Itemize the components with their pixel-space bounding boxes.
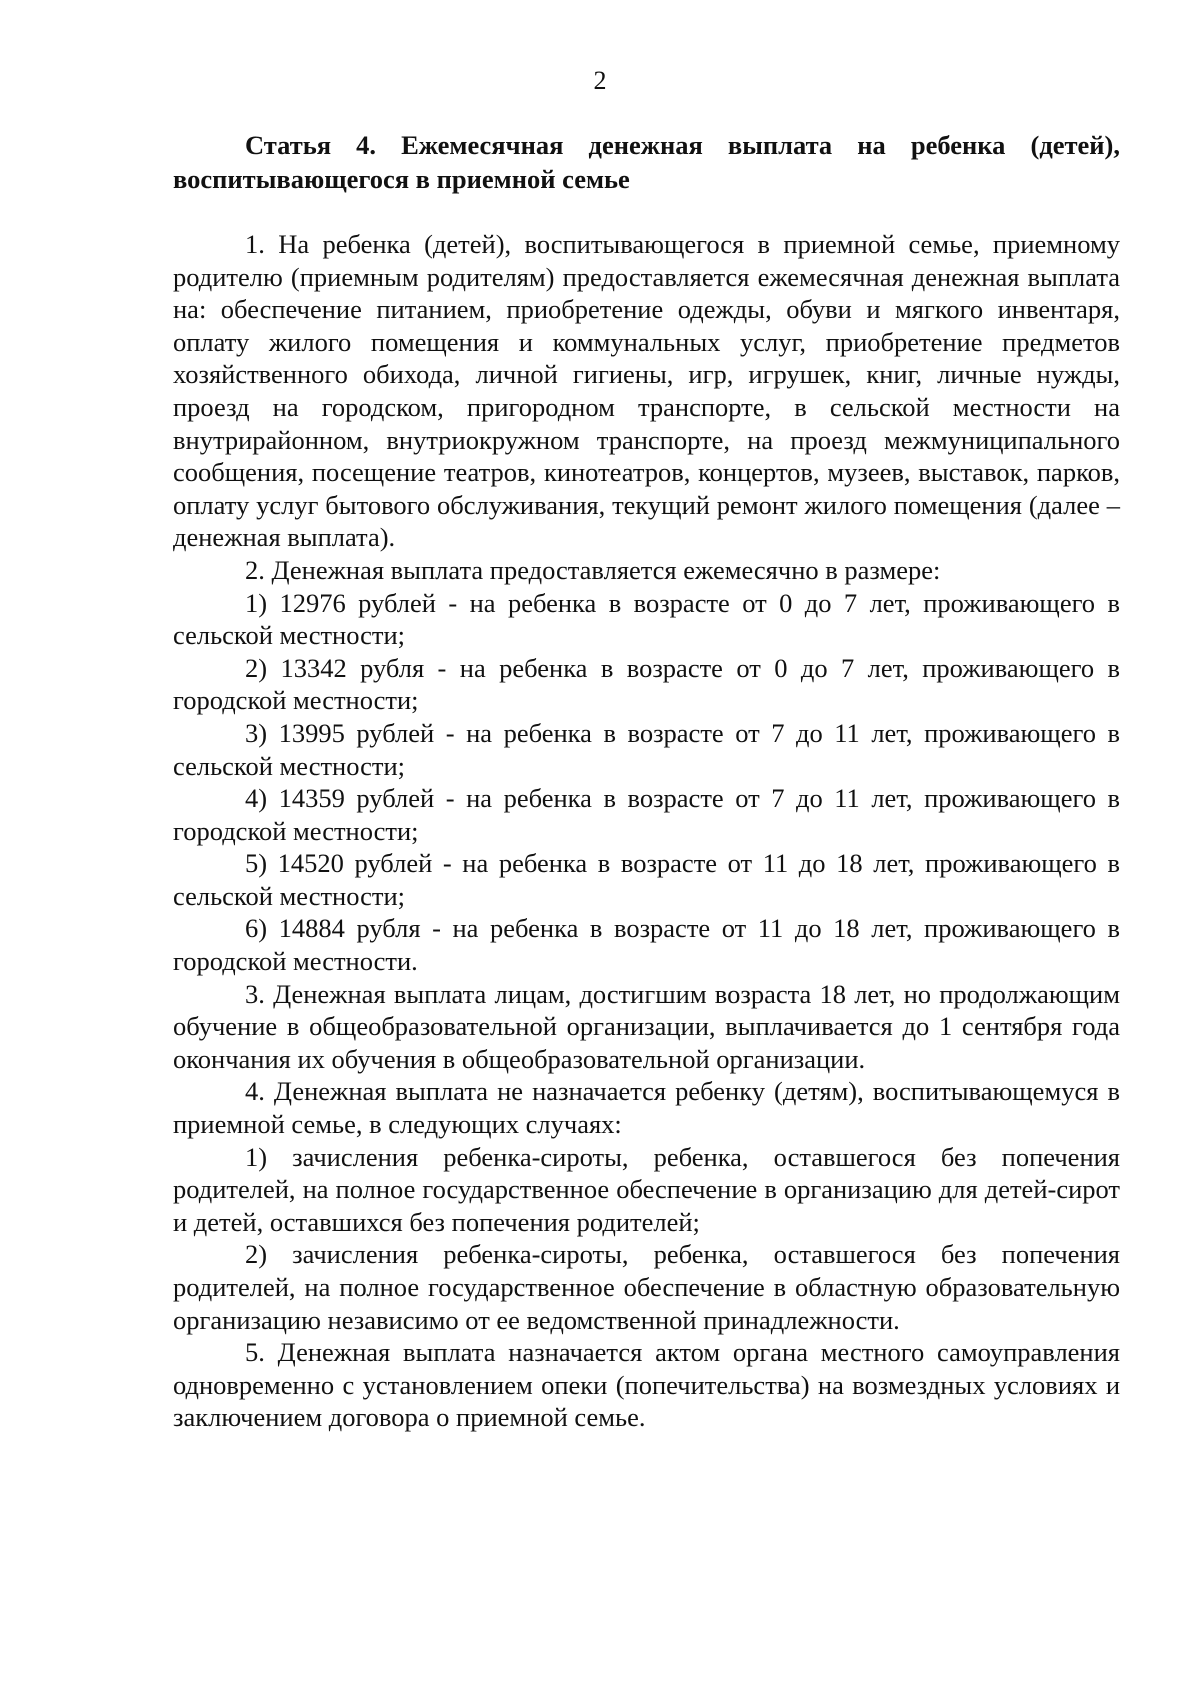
paragraph: 4) 14359 рублей - на ребенка в возрасте от 7 до 11 лет, проживающего в городской местности; bbox=[173, 783, 1120, 846]
paragraph-list bbox=[173, 228, 1120, 1434]
paragraph: 2) 13342 рубля - на ребенка в возрасте от 0 до 7 лет, проживающего в городской местности; bbox=[173, 652, 1120, 716]
paragraph: 1) 12976 рублей - на ребенка в возрасте от 0 до 7 лет, проживающего в сельской местности; bbox=[173, 587, 1120, 651]
paragraph: 1) зачисления ребенка-сироты, ребенка, оставшегося без попечения родителей, на полное государственное обеспечение в организацию для детей-сирот и детей, оставшихся без попечения родителей; bbox=[173, 1141, 1120, 1237]
document-body bbox=[173, 128, 1120, 1434]
article-title: Статья 4. Ежемесячная денежная выплата на ребенка (детей), воспитывающегося в приемной семье bbox=[173, 130, 1120, 194]
paragraph: 4. Денежная выплата не назначается ребенку (детям), воспитывающемуся в приемной семье, в следующих случаях: bbox=[173, 1076, 1120, 1140]
paragraph: 2) зачисления ребенка-сироты, ребенка, оставшегося без попечения родителей, на полное государственное обеспечение в областную образовательную организацию независимо от ее ведомственной принадлежности. bbox=[173, 1239, 1120, 1335]
paragraph: 6) 14884 рубля - на ребенка в возрасте от 11 до 18 лет, проживающего в городской местности. bbox=[173, 913, 1120, 977]
paragraph: 3. Денежная выплата лицам, достигшим возраста 18 лет, но продолжающим обучение в общеобразовательной организации, выплачивается до 1 сентября года окончания их обучения в общеобразовательной организации. bbox=[173, 978, 1120, 1074]
paragraph: 1. На ребенка (детей), воспитывающегося в приемной семье, приемному родителю (приемным родителям) предоставляется ежемесячная денежная выплата на: обеспечение питанием, приобретение одежды, обуви и мягкого инвентаря, оплату жилого помещения и коммунальных услуг, приобретение предметов хозяйственного обихода, личной гигиены, игр, игрушек, книг, личные нужды, проезд на городском, пригородном транспорте, в сельской местности на внутрирайонном, внутриокружном транспорте, на проезд межмуниципального сообщения, посещение театров, кинотеатров, концертов, музеев, выставок, парков, оплату услуг бытового обслуживания, текущий ремонт жилого помещения (далее – денежная выплата). bbox=[173, 229, 1120, 553]
paragraph: 5) 14520 рублей - на ребенка в возрасте от 11 до 18 лет, проживающего в сельской местности; bbox=[173, 848, 1120, 911]
paragraph: 3) 13995 рублей - на ребенка в возрасте от 7 до 11 лет, проживающего в сельской местности; bbox=[173, 717, 1120, 781]
title-spacer bbox=[173, 196, 1120, 228]
paragraph: 5. Денежная выплата назначается актом органа местного самоуправления одновременно с установлением опеки (попечительства) на возмездных условиях и заключением договора о приемной семье. bbox=[173, 1337, 1120, 1433]
page-number: 2 bbox=[593, 66, 607, 95]
paragraph: 2. Денежная выплата предоставляется ежемесячно в размере: bbox=[245, 554, 941, 585]
